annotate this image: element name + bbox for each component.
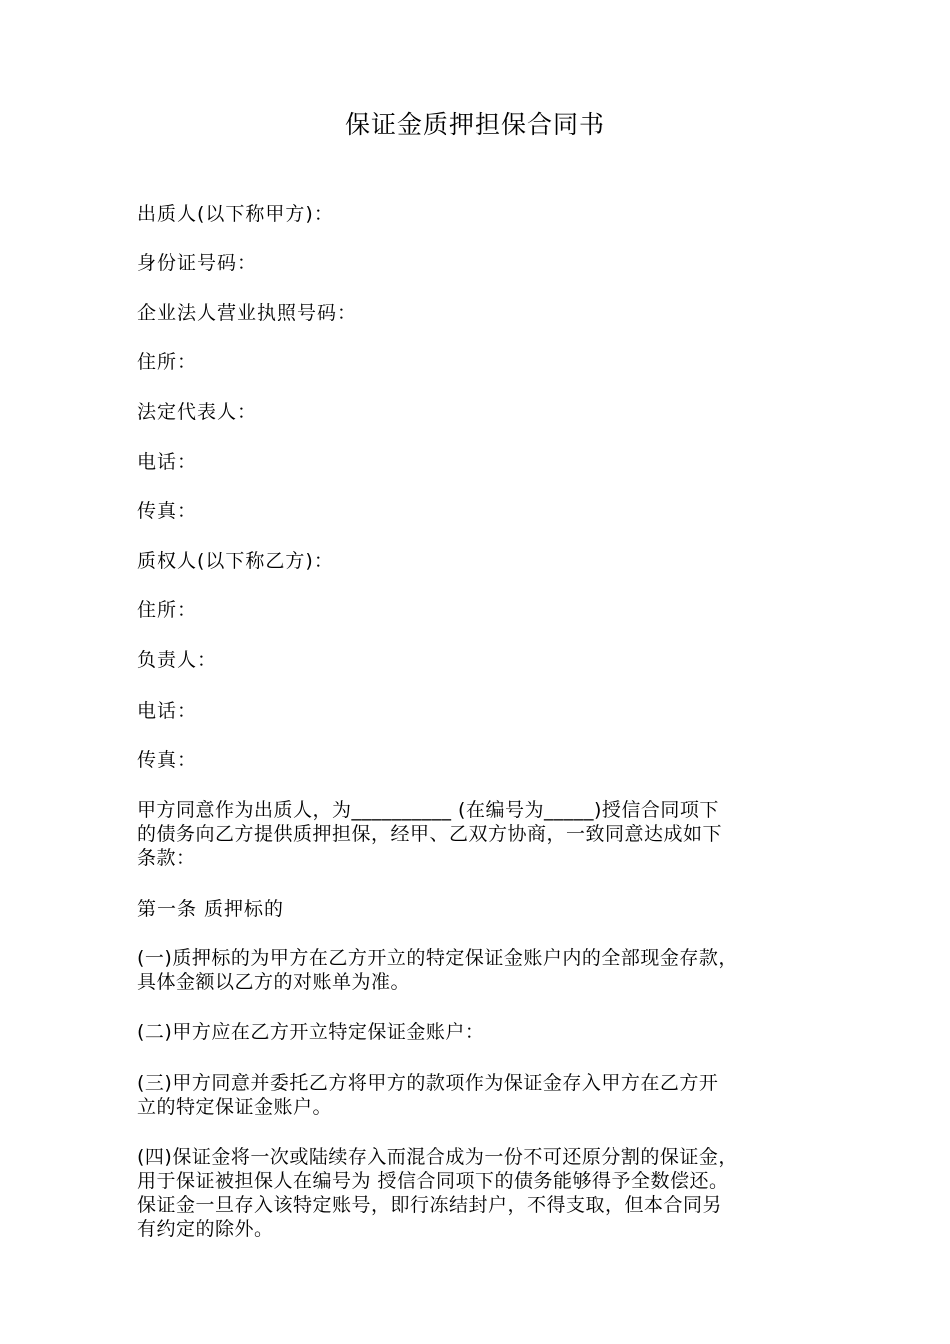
article-1-heading: 第一条 质押标的 bbox=[137, 898, 285, 920]
preamble-line: 的债务向乙方提供质押担保，经甲、乙双方协商，一致同意达成如下 bbox=[137, 823, 723, 845]
clause-line: 立的特定保证金账户。 bbox=[137, 1096, 333, 1118]
party-a-id-number: 身份证号码： bbox=[137, 252, 258, 274]
clause-line: 有约定的除外。 bbox=[137, 1218, 274, 1240]
party-a-legal-rep: 法定代表人： bbox=[137, 401, 258, 423]
clause-3-paragraph bbox=[137, 1071, 827, 1119]
party-b-fax: 传真： bbox=[137, 749, 198, 771]
document-title: 保证金质押担保合同书 bbox=[344, 110, 605, 139]
clause-line: 保证金一旦存入该特定账号，即行冻结封户，不得支取，但本合同另 bbox=[137, 1194, 723, 1216]
preamble-line: 甲方同意作为出质人，为__________ (在编号为_____)授信合同项下 bbox=[137, 799, 719, 821]
party-b-phone: 电话： bbox=[137, 700, 198, 722]
party-b-address: 住所： bbox=[137, 599, 198, 621]
party-b-person-in-charge: 负责人： bbox=[137, 649, 218, 671]
party-a-phone: 电话： bbox=[137, 451, 198, 473]
clause-2-paragraph bbox=[137, 1020, 827, 1044]
clause-line: 用于保证被担保人在编号为 授信合同项下的债务能够得予全数偿还。 bbox=[137, 1170, 729, 1192]
clause-1-paragraph bbox=[137, 946, 827, 994]
party-a-license-number: 企业法人营业执照号码： bbox=[137, 302, 358, 324]
preamble-paragraph bbox=[137, 798, 827, 870]
clause-line: (四)保证金将一次或陆续存入而混合成为一份不可还原分割的保证金， bbox=[137, 1146, 738, 1168]
preamble-line: 条款： bbox=[137, 847, 196, 869]
party-b-label: 质权人(以下称乙方)： bbox=[137, 550, 334, 572]
party-a-address: 住所： bbox=[137, 351, 198, 373]
clause-line: (三)甲方同意并委托乙方将甲方的款项作为保证金存入甲方在乙方开 bbox=[137, 1072, 719, 1094]
clause-4-paragraph bbox=[137, 1145, 827, 1241]
party-a-label: 出质人(以下称甲方)： bbox=[137, 203, 334, 225]
clause-line: 具体金额以乙方的对账单为准。 bbox=[137, 971, 411, 993]
clause-line: (一)质押标的为甲方在乙方开立的特定保证金账户内的全部现金存款， bbox=[137, 947, 738, 969]
clause-line: (二)甲方应在乙方开立特定保证金账户： bbox=[137, 1021, 485, 1043]
party-a-fax: 传真： bbox=[137, 500, 198, 522]
